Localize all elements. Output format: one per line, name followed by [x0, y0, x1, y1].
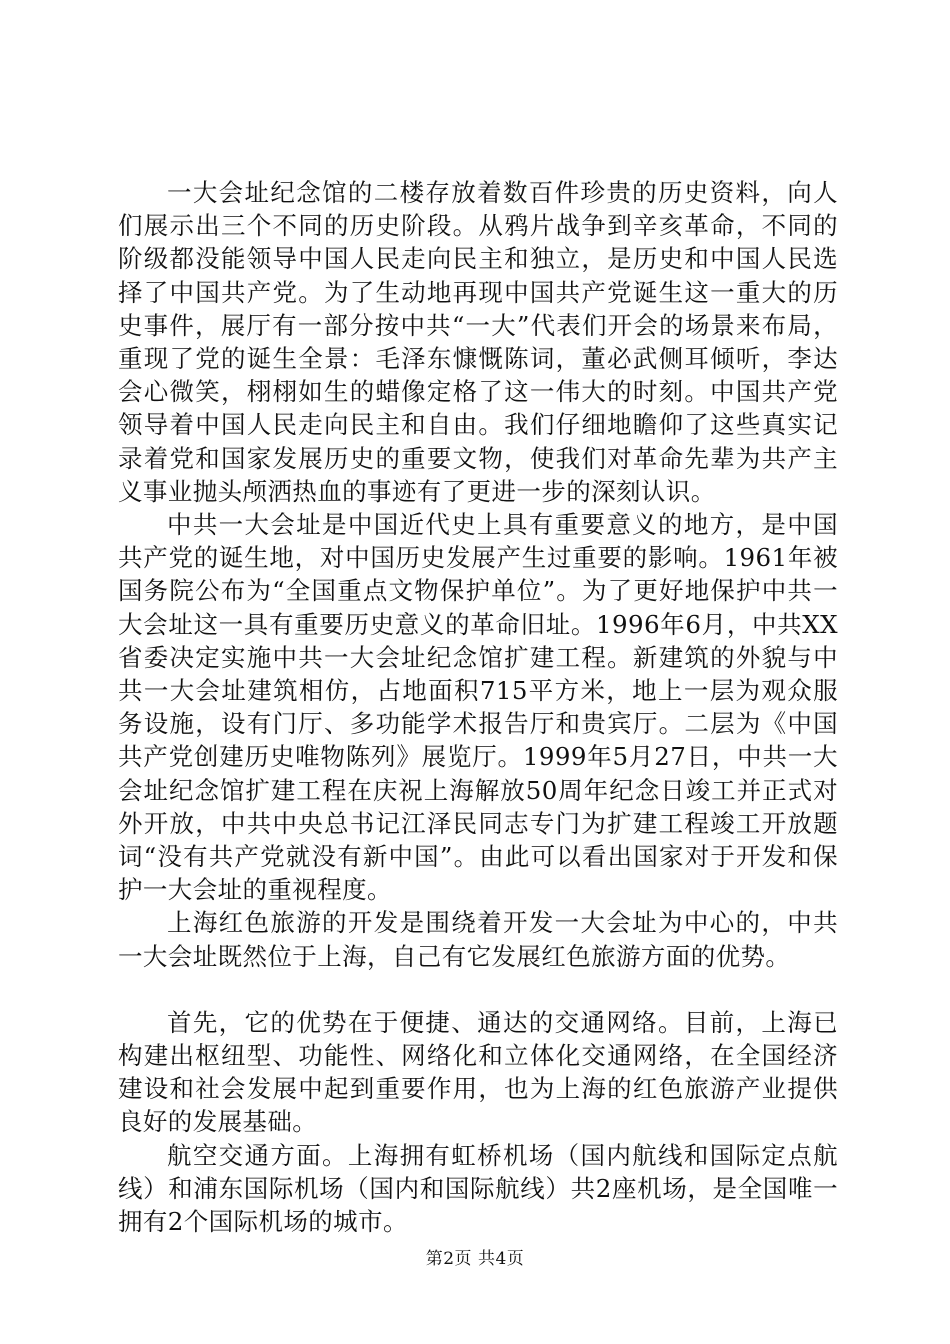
paragraph-site-significance: 中共一大会址是中国近代史上具有重要意义的地方，是中国共产党的诞生地，对中国历史发展产生过重要的影响。1961年被国务院公布为“全国重点文物保护单位”。为了更好地保护中共一大会址这一具有重要历史意义的革命旧址。1996年6月，中共XX省委决定实施中共一大会址纪念馆扩建工程。新建筑的外貌与中共一大会址建筑相仿，占地面积715平方米，地上一层为观众服务设施，设有门厅、多功能学术报告厅和贵宾厅。二层为《中国共产党创建历史唯物陈列》展览厅。1999年5月27日，中共一大会址纪念馆扩建工程在庆祝上海解放50周年纪念日竣工并正式对外开放，中共中央总书记江泽民同志专门为扩建工程竣工开放题词“没有共产党就没有新中国”。由此可以看出国家对于开发和保护一大会址的重视程度。: [118, 510, 838, 905]
paragraph-spacer: [118, 973, 838, 1006]
paragraph-memorial-hall-exhibits: 一大会址纪念馆的二楼存放着数百件珍贵的历史资料，向人们展示出三个不同的历史阶段。从鸦片战争到辛亥革命，不同的阶级都没能领导中国人民走向民主和独立，是历史和中国人民选择了中国共产党。为了生动地再现中国共产党诞生这一重大的历史事件，展厅有一部分按中共“一大”代表们开会的场景来布局，重现了党的诞生全景：毛泽东慷慨陈词，董必武侧耳倾听，李达会心微笑，栩栩如生的蜡像定格了这一伟大的时刻。中国共产党领导着中国人民走向民主和自由。我们仔细地瞻仰了这些真实记录着党和国家发展历史的重要文物，使我们对革命先辈为共产主义事业抛头颅洒热血的事迹有了更进一步的深刻认识。: [118, 178, 838, 506]
page-number-footer: 第2页 共4页: [425, 1249, 525, 1269]
paragraph-transport-network: 首先，它的优势在于便捷、通达的交通网络。目前，上海已构建出枢纽型、功能性、网络化和立体化交通网络，在全国经济建设和社会发展中起到重要作用，也为上海的红色旅游产业提供良好的发展基础。: [118, 1007, 838, 1137]
document-body: [118, 176, 838, 1238]
paragraph-air-transport: 航空交通方面。上海拥有虹桥机场（国内航线和国际定点航线）和浦东国际机场（国内和国际航线）共2座机场，是全国唯一拥有2个国际机场的城市。: [118, 1140, 838, 1237]
paragraph-red-tourism-advantage: 上海红色旅游的开发是围绕着开发一大会址为中心的，中共一大会址既然位于上海，自己有它发展红色旅游方面的优势。: [118, 908, 838, 971]
